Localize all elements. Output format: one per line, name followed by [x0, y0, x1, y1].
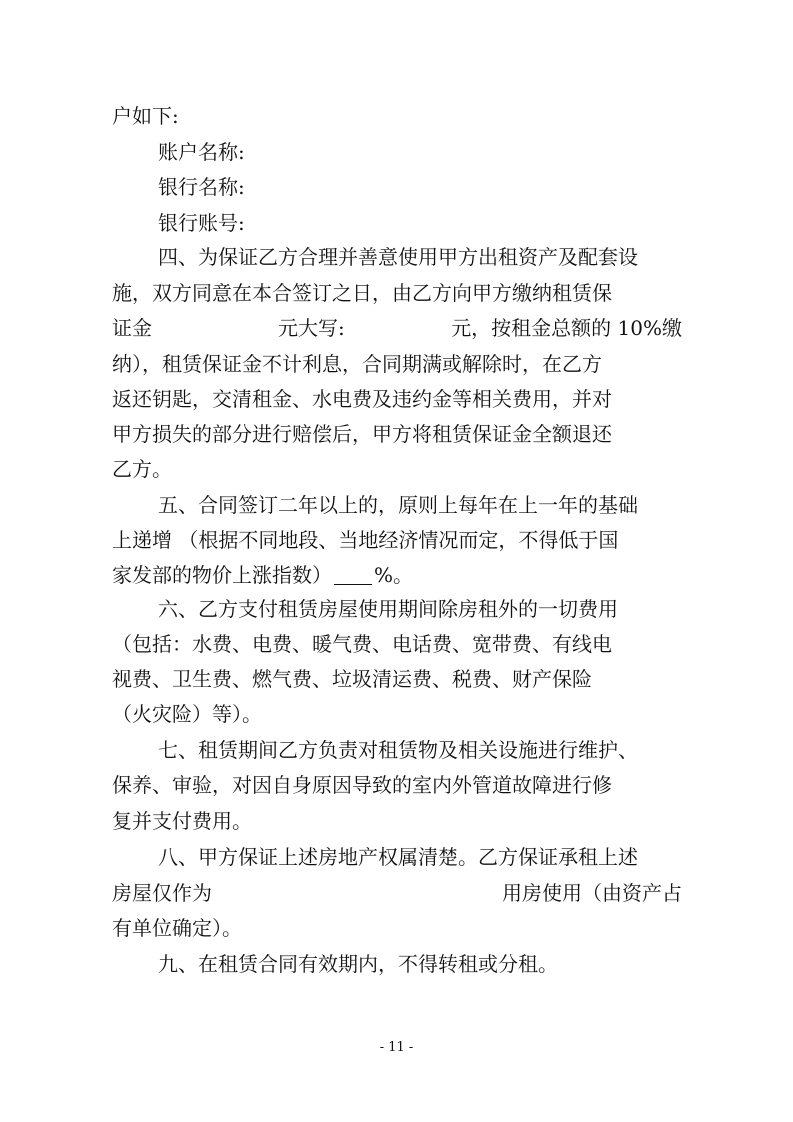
clause-4-line: 甲方损失的部分进行赔偿后，甲方将租赁保证金全额退还 — [112, 422, 612, 446]
clause-6-line: （火灾险）等）。 — [112, 702, 262, 726]
text-line: 户如下: — [112, 104, 179, 128]
usage-line — [112, 878, 682, 908]
clause-6-line: 六、乙方支付租赁房屋使用期间除房租外的一切费用 — [158, 597, 618, 621]
clause-8-line: 有单位确定）。 — [112, 916, 242, 940]
deposit-amount-line — [112, 313, 682, 343]
clause-7-line: 保养、审验，对因自身原因导致的室内外管道故障进行修 — [112, 773, 612, 797]
clause-6-line: 视费、卫生费、燃气费、垃圾清运费、税费、财产保险 — [112, 667, 592, 691]
deposit-rate-text: 元，按租金总额的 10%缴 — [451, 316, 682, 340]
clause-4-line: 乙方。 — [112, 457, 172, 481]
clause-4-line: 返还钥匙，交清租金、水电费及违约金等相关费用，并对 — [112, 387, 612, 411]
price-index-text: 家发部的物价上涨指数） — [112, 563, 332, 587]
price-index-line — [112, 560, 413, 590]
amount-in-words-label: 元大写: — [278, 316, 345, 340]
clause-4-line: 施，双方同意在本合签订之日，由乙方向甲方缴纳租赁保 — [112, 281, 612, 305]
clause-4-line: 纳），租赁保证金不计利息，合同期满或解除时，在乙方 — [112, 352, 602, 376]
bank-account-label: 银行账号: — [158, 211, 245, 235]
clause-7-line: 七、租赁期间乙方负责对租赁物及相关设施进行维护、 — [158, 738, 638, 762]
clause-8-line: 八、甲方保证上述房地产权属清楚。乙方保证承租上述 — [158, 845, 638, 869]
clause-5-line: 上递增 （根据不同地段、当地经济情况而定，不得低于国 — [112, 528, 619, 552]
bank-name-label: 银行名称: — [158, 175, 245, 199]
page-number: - 11 - — [379, 1040, 414, 1055]
deposit-label: 证金 — [112, 316, 152, 340]
usage-purpose-text: 用房使用（由资产占 — [502, 881, 682, 905]
clause-4-line: 四、为保证乙方合理并善意使用甲方出租资产及配套设 — [158, 245, 638, 269]
clause-5-line: 五、合同签订二年以上的，原则上每年在上一年的基础 — [158, 493, 638, 517]
percent-sign: %。 — [374, 563, 414, 587]
account-name-label: 账户名称: — [158, 140, 245, 164]
percent-blank — [334, 564, 372, 585]
usage-label: 房屋仅作为 — [112, 881, 212, 905]
clause-6-line: （包括：水费、电费、暖气费、电话费、宽带费、有线电 — [112, 632, 612, 656]
clause-7-line: 复并支付费用。 — [112, 809, 252, 833]
clause-9-line: 九、在租赁合同有效期内，不得转租或分租。 — [158, 952, 558, 976]
